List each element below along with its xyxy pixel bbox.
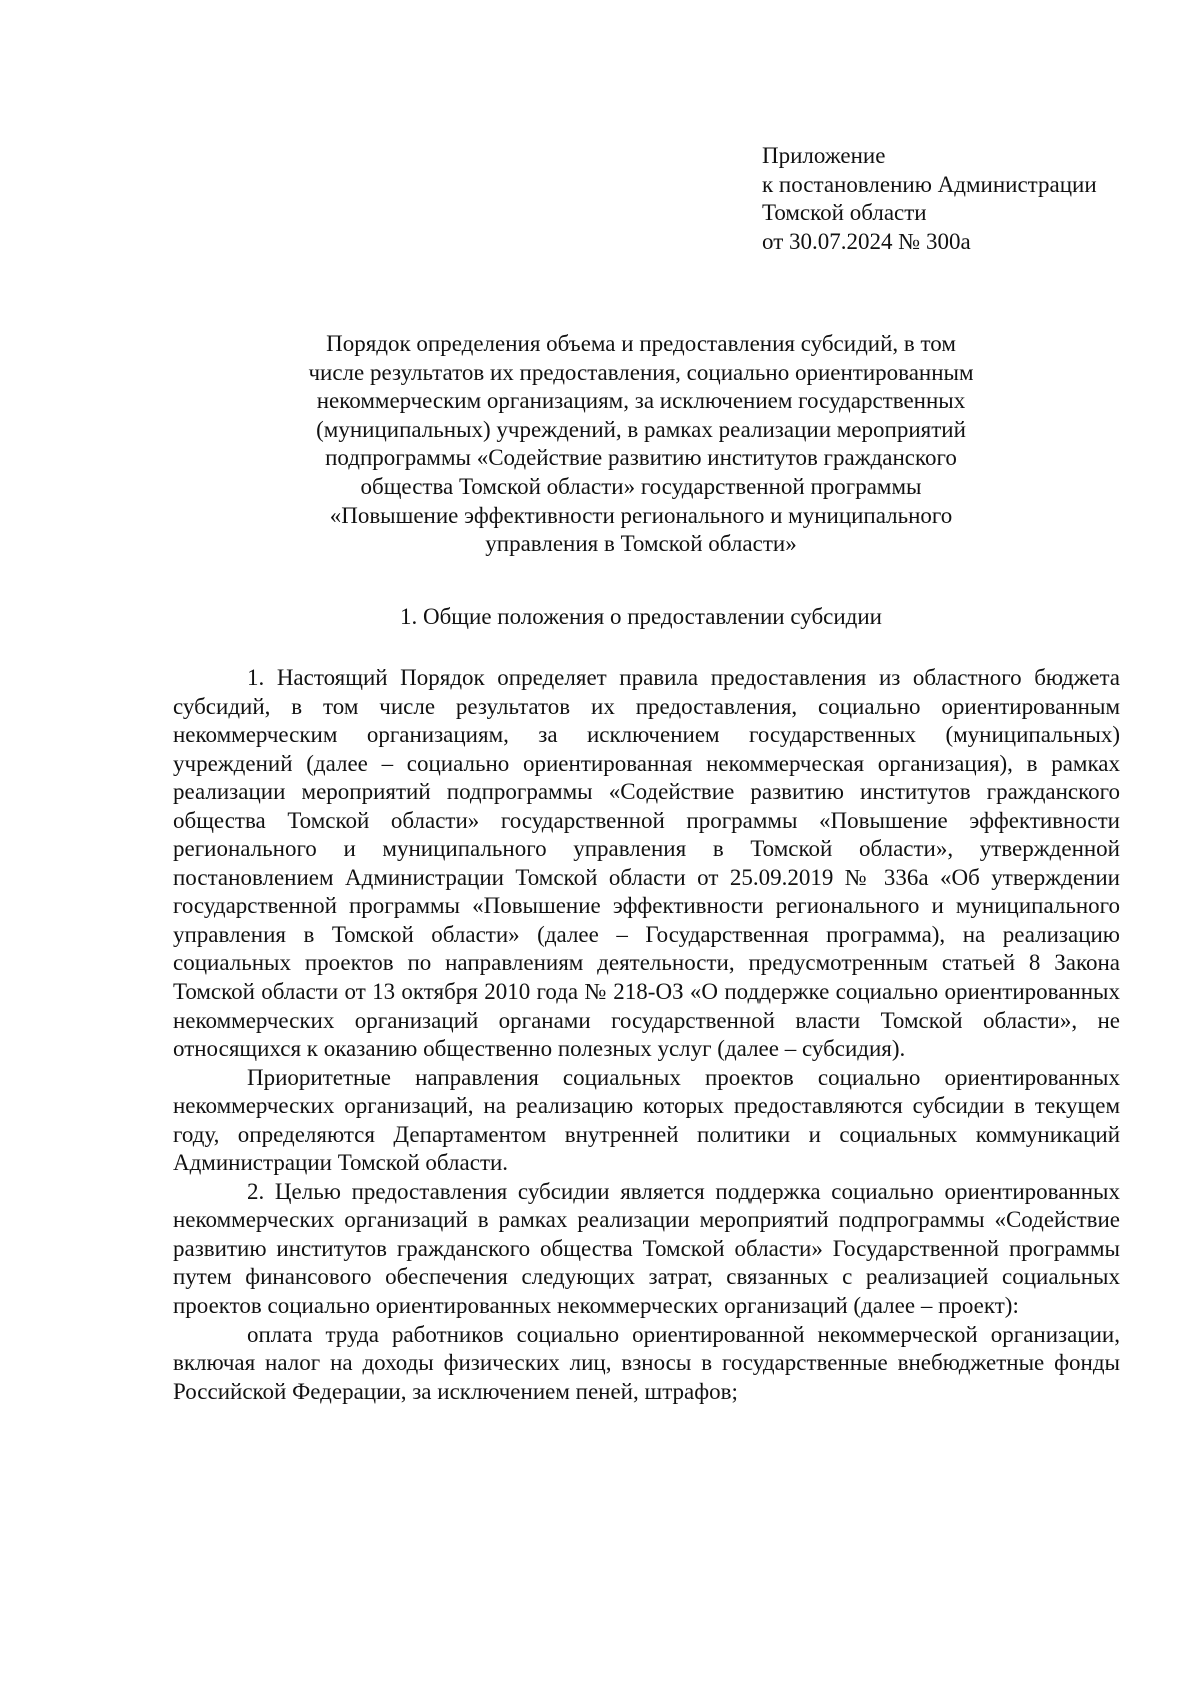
document-title (160, 330, 1122, 559)
title-line: Порядок определения объема и предоставления субсидий, в том (326, 331, 956, 356)
paragraph-priorities: Приоритетные направления социальных проектов социально ориентированных некоммерческих организаций, на реализацию которых предоставляются субсидии в текущем году, определяются Департаментом внутренней политики и социальных коммуникаций Администрации Томской области. (173, 1064, 1120, 1176)
title-line: некоммерческим организациям, за исключением государственных (316, 388, 966, 414)
title-line: общества Томской области» государственной программы (360, 473, 922, 499)
title-line: подпрограммы «Содействие развитию институтов гражданского (325, 445, 957, 471)
paragraph-1: 1. Настоящий Порядок определяет правила предоставления из областного бюджета субсидий, в том числе результатов их предоставления, социально ориентированным некоммерческим организациям, за исключением государственных (муниципальных) учреждений (далее – социально ориентированная некоммерческая организация), в рамках реализации мероприятий подпрограммы «Содействие развитию институтов гражданского общества Томской области» государственной программы «Повышение эффективности регионального и муниципального управления в Томской области», утвержденной постановлением Администрации Томской области от 25.09.2019 № 336а «Об утверждении государственной программы «Повышение эффективности регионального и муниципального управления в Томской области» (далее – Государственная программа), на реализацию социальных проектов по направлениям деятельности, предусмотренным статьей 8 Закона Томской области от 13 октября 2010 года № 218-ОЗ «О поддержке социально ориентированных некоммерческих организаций органами государственной власти Томской области», не относящихся к оказанию общественно полезных услуг (далее – субсидия). (173, 665, 1120, 1062)
appendix-date-number: от 30.07.2024 № 300а (762, 228, 971, 254)
appendix-label: Приложение (762, 143, 886, 168)
paragraph-2: 2. Целью предоставления субсидии является поддержка социально ориентированных некоммерческих организаций в рамках реализации мероприятий подпрограммы «Содействие развитию институтов гражданского общества Томской области» Государственной программы путем финансового обеспечения следующих затрат, связанных с реализацией социальных проектов социально ориентированных некоммерческих организаций (далее – проект): (173, 1178, 1120, 1319)
appendix-block (762, 142, 1162, 256)
appendix-region: Томской области (762, 200, 927, 225)
paragraph-labor-costs: оплата труда работников социально ориентированной некоммерческой организации, включая налог на доходы физических лиц, взносы в государственные внебюджетные фонды Российской Федерации, за исключением пеней, штрафов; (173, 1321, 1120, 1404)
section-heading: 1. Общие положения о предоставлении субсидии (400, 604, 882, 629)
title-line: (муниципальных) учреждений, в рамках реализации мероприятий (316, 416, 966, 442)
appendix-decree-ref: к постановлению Администрации (762, 171, 1097, 197)
section-body (173, 664, 1120, 1406)
title-line: управления в Томской области» (485, 531, 797, 557)
title-line: «Повышение эффективности регионального и муниципального (329, 502, 953, 528)
title-line: числе результатов их предоставления, социально ориентированным (308, 359, 974, 385)
